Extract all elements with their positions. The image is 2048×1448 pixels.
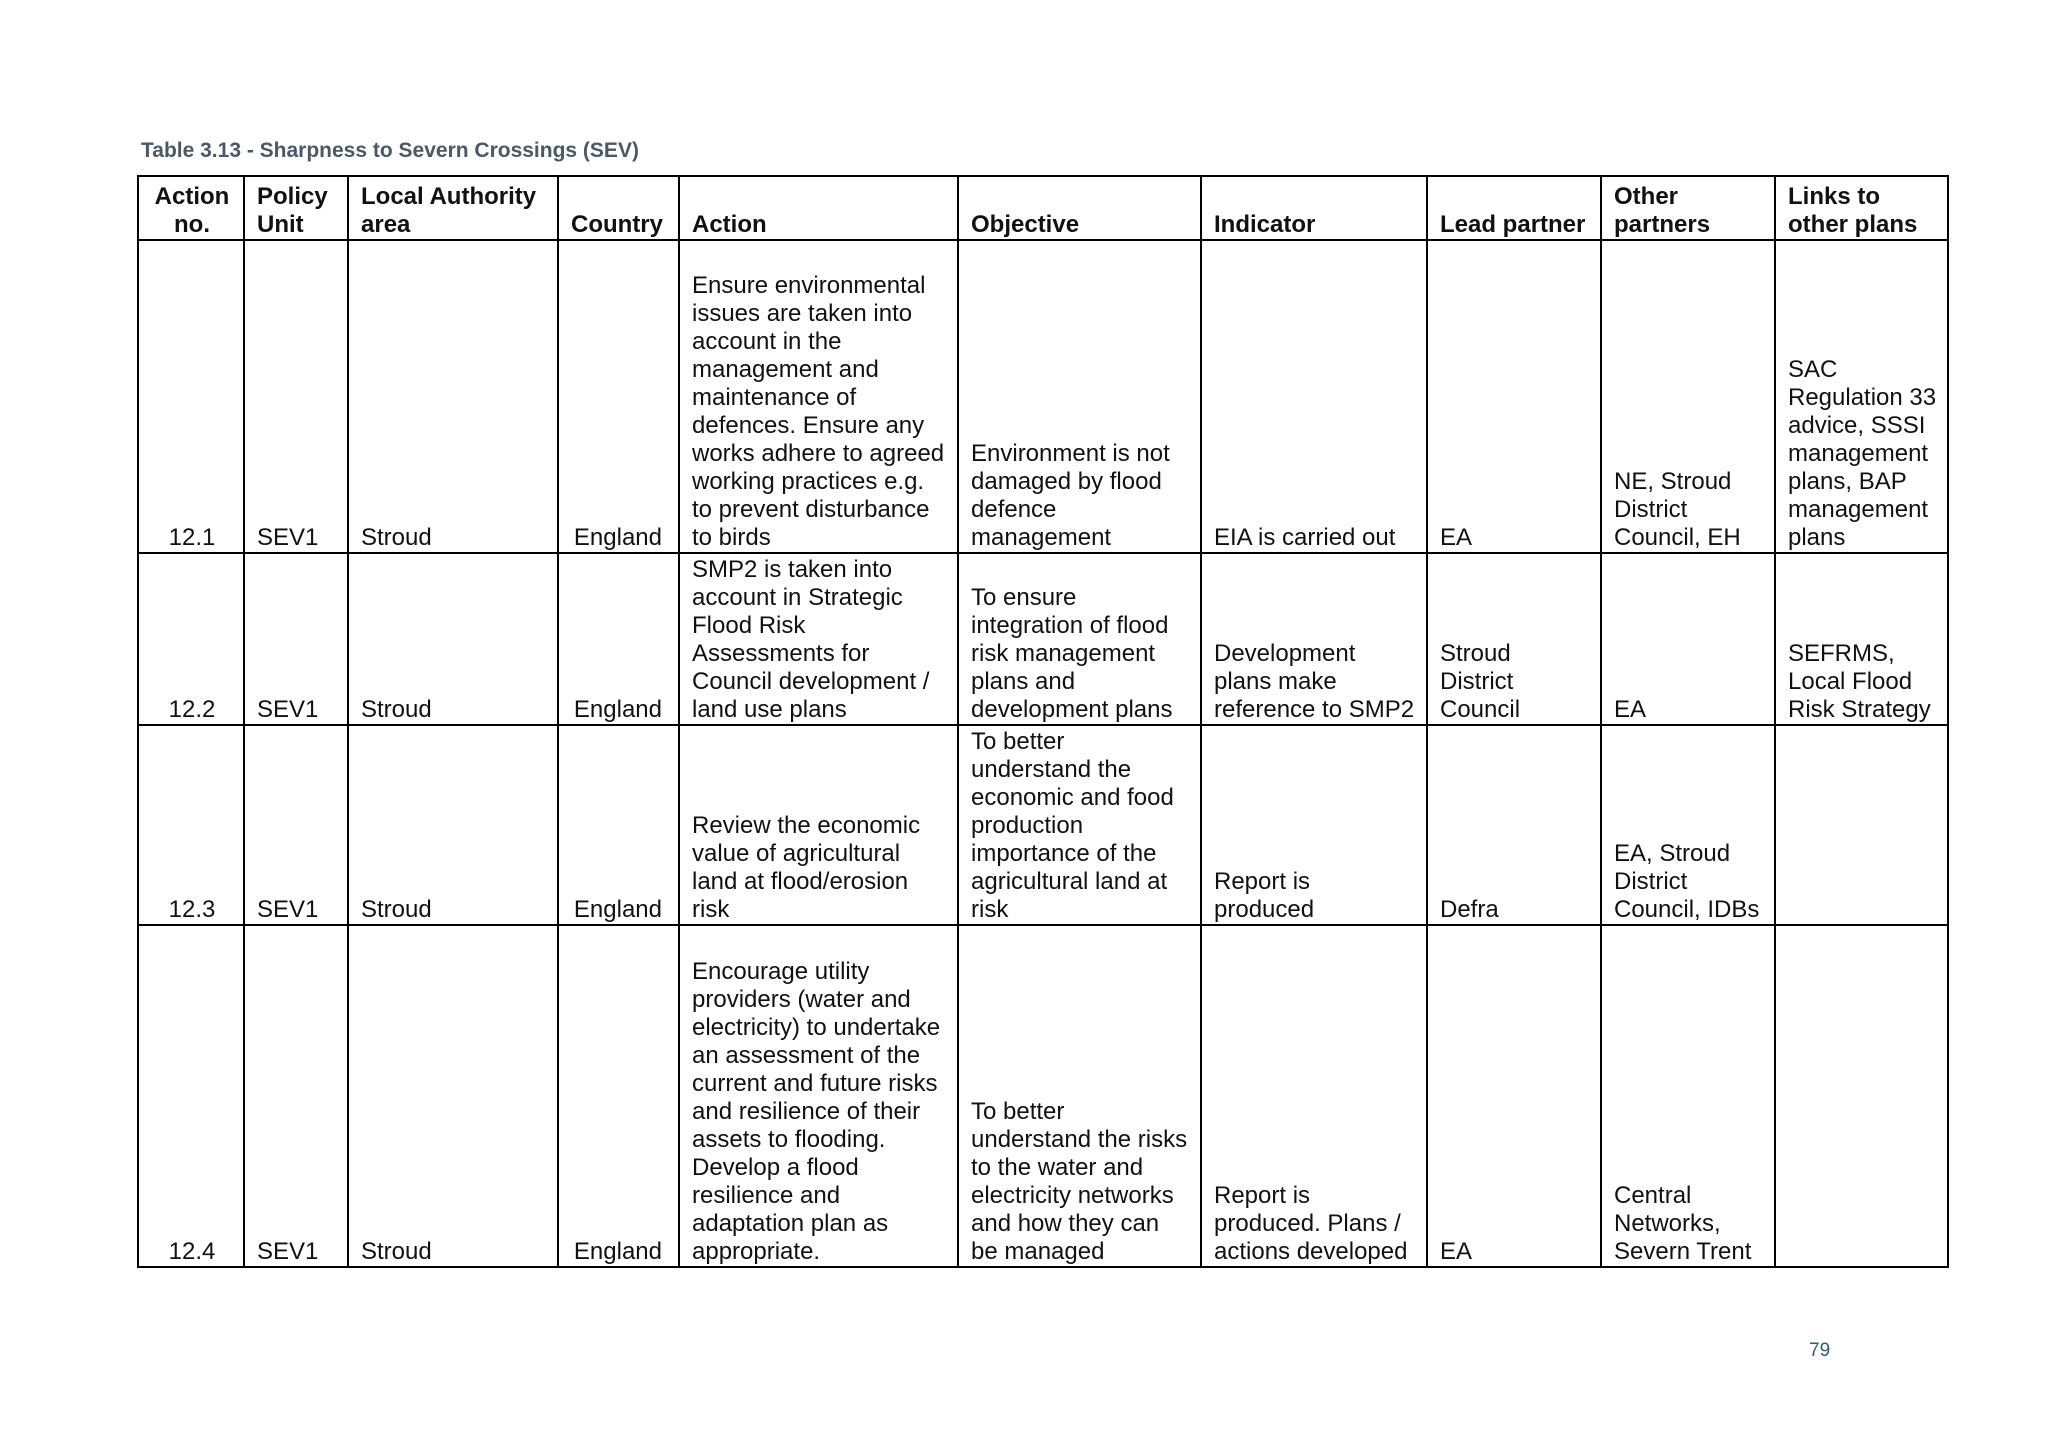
cell-links bbox=[1775, 725, 1948, 925]
header-action-no: Action no. bbox=[138, 176, 244, 240]
actions-table bbox=[137, 175, 1949, 1268]
cell-local-authority: Stroud bbox=[348, 240, 558, 553]
cell-links: SEFRMS, Local Flood Risk Strategy bbox=[1775, 553, 1948, 725]
cell-lead-partner: Stroud District Council bbox=[1427, 553, 1601, 725]
cell-action: Review the economic value of agricultural land at flood/erosion risk bbox=[679, 725, 958, 925]
cell-policy-unit: SEV1 bbox=[244, 553, 348, 725]
cell-other-partners: EA bbox=[1601, 553, 1775, 725]
cell-indicator: Report is produced. Plans / actions developed bbox=[1201, 925, 1427, 1267]
cell-objective: To ensure integration of flood risk management plans and development plans bbox=[958, 553, 1201, 725]
cell-indicator: Report is produced bbox=[1201, 725, 1427, 925]
cell-indicator: Development plans make reference to SMP2 bbox=[1201, 553, 1427, 725]
cell-links bbox=[1775, 925, 1948, 1267]
cell-other-partners: NE, Stroud District Council, EH bbox=[1601, 240, 1775, 553]
cell-other-partners: EA, Stroud District Council, IDBs bbox=[1601, 725, 1775, 925]
table-row bbox=[138, 553, 1948, 725]
cell-action-no: 12.1 bbox=[138, 240, 244, 553]
cell-policy-unit: SEV1 bbox=[244, 925, 348, 1267]
cell-objective: To better understand the risks to the water and electricity networks and how they can be managed bbox=[958, 925, 1201, 1267]
table-caption: Table 3.13 - Sharpness to Severn Crossings (SEV) bbox=[141, 139, 639, 162]
cell-policy-unit: SEV1 bbox=[244, 240, 348, 553]
header-policy-unit: Policy Unit bbox=[244, 176, 348, 240]
table-header-row bbox=[138, 176, 1948, 240]
cell-local-authority: Stroud bbox=[348, 725, 558, 925]
cell-action: Ensure environmental issues are taken into account in the management and maintenance of defences. Ensure any works adhere to agreed working practices e.g. to prevent disturbance to birds bbox=[679, 240, 958, 553]
cell-action-no: 12.3 bbox=[138, 725, 244, 925]
cell-country: England bbox=[558, 553, 679, 725]
cell-country: England bbox=[558, 925, 679, 1267]
table-row bbox=[138, 925, 1948, 1267]
header-indicator: Indicator bbox=[1201, 176, 1427, 240]
cell-local-authority: Stroud bbox=[348, 553, 558, 725]
cell-objective: Environment is not damaged by flood defence management bbox=[958, 240, 1201, 553]
cell-local-authority: Stroud bbox=[348, 925, 558, 1267]
cell-action-no: 12.2 bbox=[138, 553, 244, 725]
cell-lead-partner: Defra bbox=[1427, 725, 1601, 925]
cell-action: SMP2 is taken into account in Strategic Flood Risk Assessments for Council development / land use plans bbox=[679, 553, 958, 725]
header-objective: Objective bbox=[958, 176, 1201, 240]
header-country: Country bbox=[558, 176, 679, 240]
cell-indicator: EIA is carried out bbox=[1201, 240, 1427, 553]
cell-lead-partner: EA bbox=[1427, 925, 1601, 1267]
cell-policy-unit: SEV1 bbox=[244, 725, 348, 925]
page-number: 79 bbox=[1809, 1340, 1831, 1361]
cell-action-no: 12.4 bbox=[138, 925, 244, 1267]
cell-action: Encourage utility providers (water and electricity) to undertake an assessment of the current and future risks and resilience of their assets to flooding. Develop a flood resilience and adaptation plan as appropriate. bbox=[679, 925, 958, 1267]
cell-other-partners: Central Networks, Severn Trent bbox=[1601, 925, 1775, 1267]
table-row bbox=[138, 240, 1948, 553]
cell-country: England bbox=[558, 725, 679, 925]
cell-links: SAC Regulation 33 advice, SSSI management plans, BAP management plans bbox=[1775, 240, 1948, 553]
cell-lead-partner: EA bbox=[1427, 240, 1601, 553]
header-links: Links to other plans bbox=[1775, 176, 1948, 240]
cell-objective: To better understand the economic and food production importance of the agricultural land at risk bbox=[958, 725, 1201, 925]
header-other-partners: Other partners bbox=[1601, 176, 1775, 240]
table-row bbox=[138, 725, 1948, 925]
header-local-authority: Local Authority area bbox=[348, 176, 558, 240]
cell-country: England bbox=[558, 240, 679, 553]
header-action: Action bbox=[679, 176, 958, 240]
header-lead-partner: Lead partner bbox=[1427, 176, 1601, 240]
